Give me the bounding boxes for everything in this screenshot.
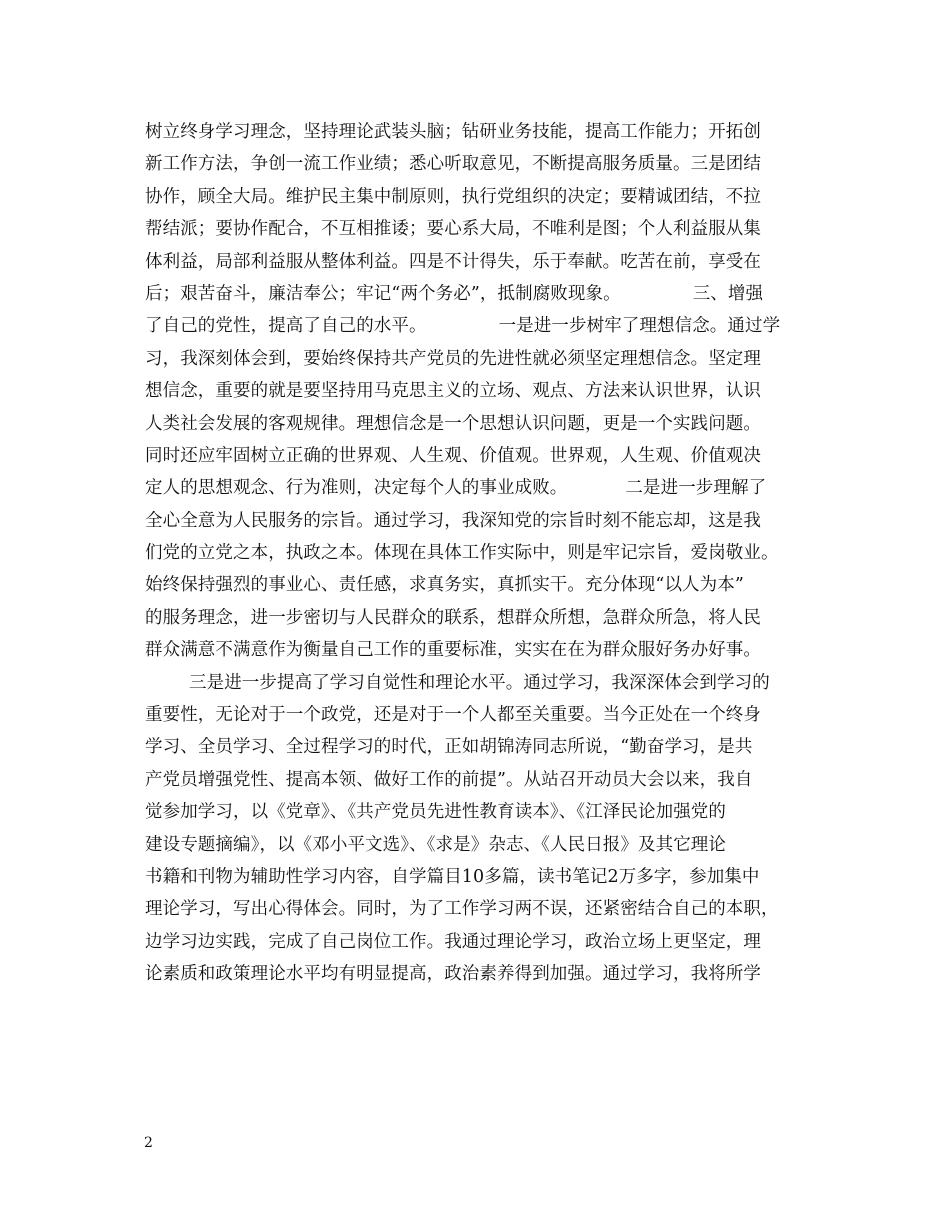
text-line: 群众满意不满意作为衡量自己工作的重要标准，实实在在为群众服好务办好事。 — [145, 640, 761, 661]
text-line: 新工作方法，争创一流工作业绩；悉心听取意见，不断提高服务质量。三是团结 — [145, 154, 761, 175]
text-line: 重要性，无论对于一个政党，还是对于一个人都至关重要。当今正处在一个终身 — [145, 705, 761, 726]
text-line: 全心全意为人民服务的宗旨。通过学习，我深知党的宗旨时刻不能忘却，这是我 — [145, 510, 761, 531]
text-line: 们党的立党之本，执政之本。体现在具体工作实际中，则是牢记宗旨，爱岗敬业。 — [145, 543, 779, 564]
body-text — [145, 116, 805, 991]
text-line: 始终保持强烈的事业心、责任感，求真务实，真抓实干。充分体现“以人为本” — [145, 575, 744, 596]
text-line: 边学习边实践，完成了自己岗位工作。我通过理论学习，政治立场上更坚定，理 — [145, 931, 761, 952]
text-line: 树立终身学习理念，坚持理论武装头脑；钻研业务技能，提高工作能力；开拓创 — [145, 122, 761, 142]
text-line: 人类社会发展的客观规律。理想信念是一个思想认识问题，更是一个实践问题。 — [145, 413, 761, 434]
item-heading-two: 二是进一步理解了 — [625, 478, 767, 499]
text-line — [145, 310, 805, 342]
page-number: 2 — [144, 1135, 153, 1151]
text-line: 论素质和政策理论水平均有明显提高，政治素养得到加强。通过学习，我将所学 — [145, 964, 761, 985]
text-line: 建设专题摘编》，以《邓小平文选》、《求是》杂志、《人民日报》及其它理论 — [145, 834, 726, 855]
text-line: 书籍和刊物为辅助性学习内容，自学篇目10多篇，读书笔记2万多字，参加集中 — [145, 866, 760, 887]
text-line: 帮结派；要协作配合，不互相推诿；要心系大局，不唯利是图；个人利益服从集 — [145, 219, 761, 240]
text-line: 学习、全员学习、全过程学习的时代，正如胡锦涛同志所说，“勤奋学习，是共 — [145, 737, 753, 758]
text-line: 理论学习，写出心得体会。同时，为了工作学习两不误，还紧密结合自己的本职， — [145, 899, 779, 920]
text-line — [145, 472, 805, 504]
section-heading-three: 三、增强 — [692, 283, 764, 304]
text-segment: 后；艰苦奋斗，廉洁奉公；牢记“两个务必”，抵制腐败现象。 — [145, 283, 621, 304]
text-line: 想信念，重要的就是要坚持用马克思主义的立场、观点、方法来认识世界，认识 — [145, 381, 761, 402]
text-line: 同时还应牢固树立正确的世界观、人生观、价值观。世界观，人生观、价值观决 — [145, 445, 761, 466]
text-line: 习，我深刻体会到，要始终保持共产党员的先进性就必须坚定理想信念。坚定理 — [145, 348, 761, 369]
paragraph-first-line: 三是进一步提高了学习自觉性和理论水平。通过学习，我深深体会到学习的 — [189, 672, 770, 693]
item-heading-one: 一是进一步树牢了理想信念。通过学 — [498, 316, 781, 337]
text-line: 产党员增强党性、提高本领、做好工作的前提”。从站召开动员大会以来，我自 — [145, 769, 753, 790]
text-line: 体利益，局部利益服从整体利益。四是不计得失，乐于奉献。吃苦在前，享受在 — [145, 251, 761, 272]
text-segment: 定人的思想观念、行为准则，决定每个人的事业成败。 — [145, 478, 568, 499]
text-line: 的服务理念，进一步密切与人民群众的联系，想群众所想，急群众所急，将人民 — [145, 607, 761, 628]
text-segment: 了自己的党性，提高了自己的水平。 — [145, 316, 427, 337]
text-line: 觉参加学习，以《党章》、《共产党员先进性教育读本》、《江泽民论加强党的 — [145, 802, 726, 823]
text-line: 协作，顾全大局。维护民主集中制原则，执行党组织的决定；要精诚团结，不拉 — [145, 186, 761, 207]
text-line — [145, 278, 805, 310]
